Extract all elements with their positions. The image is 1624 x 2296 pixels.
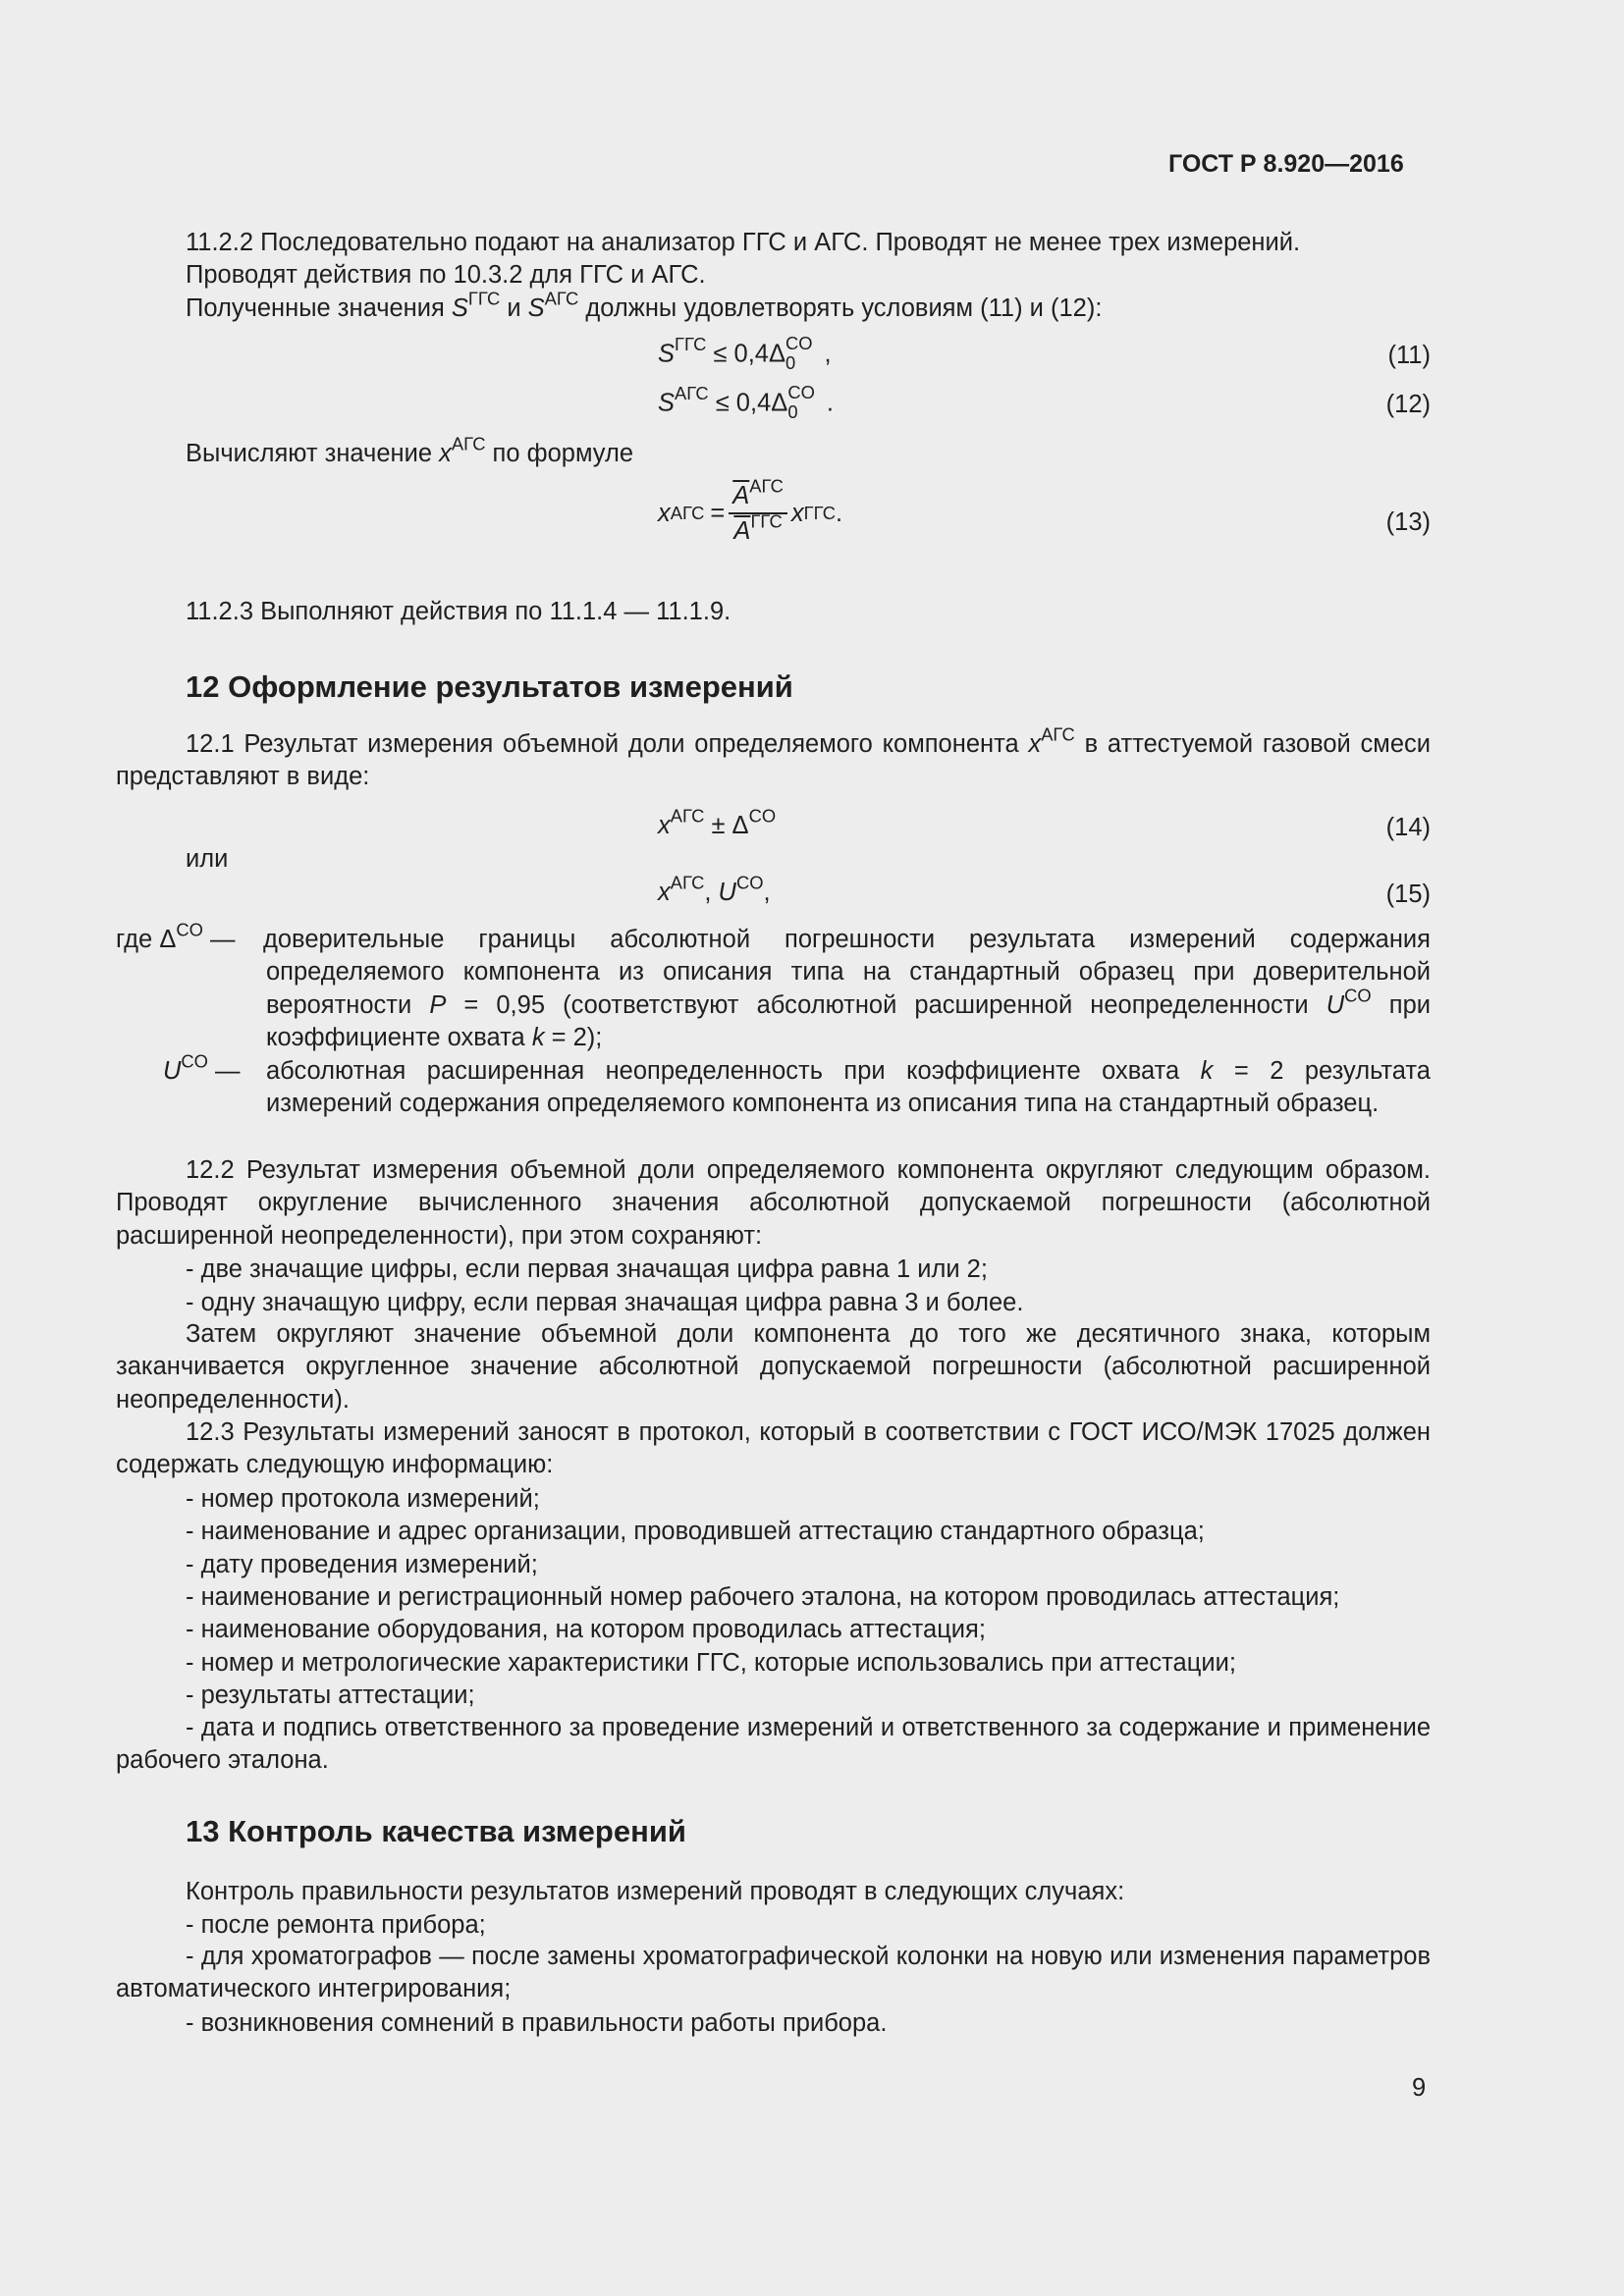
equation-12: $S^{АГС} \le 0,4\Delta$ CO 0 . — [658, 381, 834, 423]
list-item: - возникновения сомнений в правильности работы прибора. — [186, 2009, 888, 2037]
list-item: - номер протокола измерений; — [186, 1485, 540, 1513]
list-item: - для хроматографов — после замены хроматографической колонки на новую или изменения параметров автоматического интегрирования; — [116, 1943, 1431, 2003]
document-id-header: ГОСТ Р 8.920—2016 — [1168, 150, 1404, 178]
section-13-title: 13 Контроль качества измерений — [186, 1814, 686, 1848]
equation-11-number: (11) — [1387, 342, 1431, 369]
definition-term-u: $U^{CO}$ — — [163, 1050, 241, 1085]
paragraph-12-2: 12.2 Результат измерения объемной доли определяемого компонента округляют следующим образом. Проводят округление вычисленного значения абсолютной допускаемой погрешности (абсолютной расширенной неопределенности), при этом сохраняют: — [116, 1156, 1431, 1250]
definition-delta: доверительные границы абсолютной погрешности результата измерений содержания определяемого компонента из описания типа на стандартный образец при доверительной вероятности P = 0,95 (соответствуют абсолютной расширенной неопределенности $U^{CO}$ при коэффициенте охвата k = 2); — [263, 926, 1431, 1052]
paragraph-13-intro: Контроль правильности результатов измерений проводят в следующих случаях: — [186, 1878, 1125, 1905]
page-number: 9 — [1412, 2074, 1427, 2102]
list-item: - две значащие цифры, если первая значащая цифра равна 1 или 2; — [186, 1255, 988, 1283]
list-item: - результаты аттестации; — [186, 1682, 475, 1709]
list-item: - наименование и регистрационный номер рабочего эталона, на котором проводилась аттестация; — [186, 1583, 1340, 1611]
list-item: - наименование оборудования, на котором проводилась аттестация; — [186, 1616, 986, 1643]
equation-13-number: (13) — [1385, 508, 1431, 536]
list-item: - номер и метрологические характеристики ГГС, которые использовались при аттестации; — [186, 1649, 1236, 1677]
list-item: - дата и подпись ответственного за проведение измерений и ответственного за содержание и применение рабочего эталона. — [116, 1714, 1431, 1775]
equation-11: $S^{ГГС} \le 0,4\Delta$ CO 0 , — [658, 332, 832, 374]
equation-14: $x^{АГС} \pm \Delta^{CO}$ — [658, 805, 777, 839]
paragraph-calc-line: Вычисляют значение $x^{АГС}$ по формуле — [186, 433, 634, 467]
definition-u: абсолютная расширенная неопределенность при коэффициенте охвата k = 2 результата измерений содержания определяемого компонента из описания типа на стандартный образец. — [266, 1057, 1431, 1118]
list-item: - дату проведения измерений; — [186, 1551, 538, 1578]
paragraph-11-2-2-line3: Полученные значения $S^{ГГС}$ и $S^{АГС}$ должны удовлетворять условиям (11) и (12): — [186, 288, 1103, 322]
list-item: - наименование и адрес организации, проводившей аттестацию стандартного образца; — [186, 1518, 1205, 1545]
section-12-title: 12 Оформление результатов измерений — [186, 669, 793, 704]
fraction-a-ratio: $\frac{\overline{A}^{АГС}}{\overline{A}^{ГГС}}$ — [729, 481, 787, 546]
equation-12-number: (12) — [1385, 391, 1431, 418]
equation-15: $x^{АГС}$, $U^{CO}$, — [658, 872, 771, 906]
list-item: - одну значащую цифру, если первая значащая цифра равна 3 и более. — [186, 1289, 1024, 1316]
equation-14-number: (14) — [1385, 814, 1431, 841]
paragraph-12-2-then: Затем округляют значение объемной доли компонента до того же десятичного знака, которым заканчивается округленное значение абсолютной допускаемой погрешности (абсолютной расширенной неопределенности). — [116, 1320, 1431, 1414]
paragraph-12-1: 12.1 Результат измерения объемной доли определяемого компонента $x^{АГС}$ в аттестуемой газовой смеси представляют в виде: — [116, 723, 1431, 791]
paragraph-12-3: 12.3 Результаты измерений заносят в протокол, который в соответствии с ГОСТ ИСО/МЭК 17025 должен содержать следующую информацию: — [116, 1418, 1431, 1479]
paragraph-11-2-3: 11.2.3 Выполняют действия по 11.1.4 — 11.1.9. — [186, 598, 731, 625]
paragraph-11-2-2-line1: 11.2.2 Последовательно подают на анализатор ГГС и АГС. Проводят не менее трех измерений. — [186, 229, 1301, 256]
or-text: или — [186, 845, 229, 873]
paragraph-11-2-2-line2: Проводят действия по 10.3.2 для ГГС и АГС. — [186, 261, 706, 289]
equation-15-number: (15) — [1385, 881, 1431, 908]
equation-13: x АГС = $\frac{\overline{A}^{АГС}}{\overline{A}^{ГГС}}$ x ГГС . — [658, 475, 843, 545]
definition-term-delta: где $\Delta^{CO}$ — — [116, 919, 236, 953]
list-item: - после ремонта прибора; — [186, 1911, 486, 1939]
